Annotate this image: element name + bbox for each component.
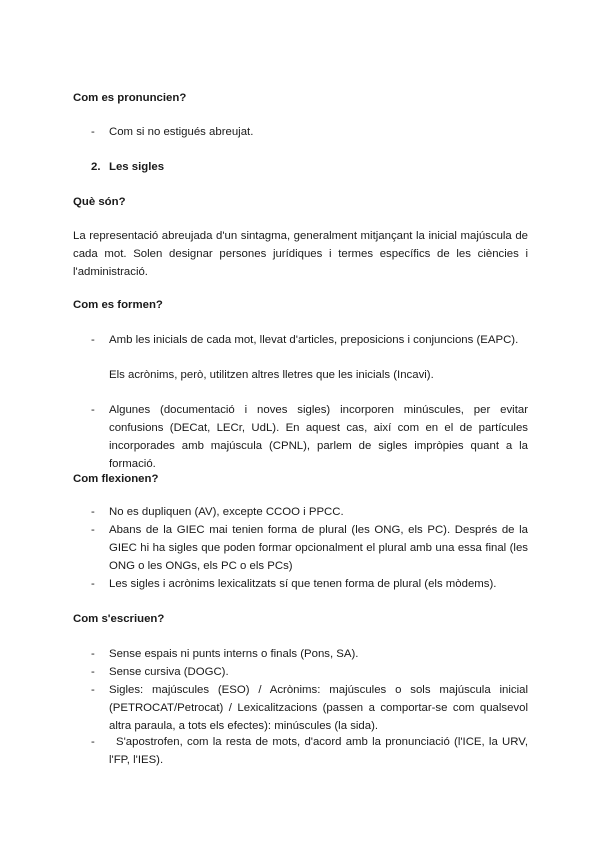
list-item <box>73 645 528 663</box>
list-item <box>73 401 528 473</box>
section-title-les-sigles <box>91 158 164 176</box>
list-item <box>73 575 528 593</box>
definition-paragraph: La representació abreujada d'un sintagma, generalment mitjançant la inicial majúscula de cada mot. Solen designar persones jurídiques i termes específics de les ciències i l'administració. <box>73 230 528 278</box>
bullet-dash: - <box>91 648 95 660</box>
list-item-text: Amb les inicials de cada mot, llevat d'articles, preposicions i conjuncions (EAPC). <box>109 334 519 346</box>
bullet-dash: - <box>91 684 95 696</box>
list-item <box>73 503 528 521</box>
list-item-text: No es dupliquen (AV), excepte CCOO i PPCC. <box>109 506 344 518</box>
heading-pronunciation: Com es pronuncien? <box>73 92 187 104</box>
bullet-dash: - <box>91 524 95 536</box>
list-item-text: Com si no estigués abreujat. <box>109 126 254 138</box>
list-item <box>73 123 528 141</box>
list-item-text: Sense espais ni punts interns o finals (Pons, SA). <box>109 648 359 660</box>
heading-writing: Com s'escriuen? <box>73 613 165 625</box>
bullet-dash: - <box>91 334 95 346</box>
acronym-note: Els acrònims, però, utilitzen altres lletres que les inicials (Incavi). <box>109 369 434 381</box>
heading-what-are-they: Què són? <box>73 196 126 208</box>
list-item <box>73 681 528 735</box>
bullet-dash: - <box>91 404 95 416</box>
bullet-dash: - <box>91 506 95 518</box>
bullet-dash: - <box>91 578 95 590</box>
heading-formation: Com es formen? <box>73 299 163 311</box>
bullet-dash: - <box>91 666 95 678</box>
list-item <box>73 331 528 349</box>
section-title: Les sigles <box>109 161 165 173</box>
list-item <box>73 663 528 681</box>
list-item-text: Algunes (documentació i noves sigles) incorporen minúscules, per evitar confusions (DECat, LECr, UdL). En aquest cas, així com en el de partícules incorporades amb majúscula (CPNL), parlem de sigles impròpies quant a la formació. <box>109 404 528 470</box>
bullet-dash: - <box>91 126 95 138</box>
section-number: 2. <box>91 161 101 173</box>
list-item-text: S'apostrofen, com la resta de mots, d'acord amb la pronunciació (l'ICE, la URV, l'FP, l'IES). <box>109 736 528 766</box>
list-item-text: Les sigles i acrònims lexicalitzats sí que tenen forma de plural (els mòdems). <box>109 578 497 590</box>
bullet-dash: - <box>91 736 95 748</box>
list-item <box>73 733 528 769</box>
list-item <box>73 521 528 575</box>
list-item-text: Sigles: majúscules (ESO) / Acrònims: majúscules o sols majúscula inicial (PETROCAT/Petrocat) / Lexicalitzacions (passen a comportar-se com qualsevol altra paraula, a tots els efectes): minúscules (la sida). <box>109 684 528 732</box>
list-item-text: Abans de la GIEC mai tenien forma de plural (les ONG, els PC). Després de la GIEC hi ha sigles que poden formar opcionalment el plural amb una essa final (les ONG o les ONGs, els PC o els PCs) <box>109 524 528 572</box>
heading-inflection: Com flexionen? <box>73 473 159 485</box>
list-item-text: Sense cursiva (DOGC). <box>109 666 229 678</box>
